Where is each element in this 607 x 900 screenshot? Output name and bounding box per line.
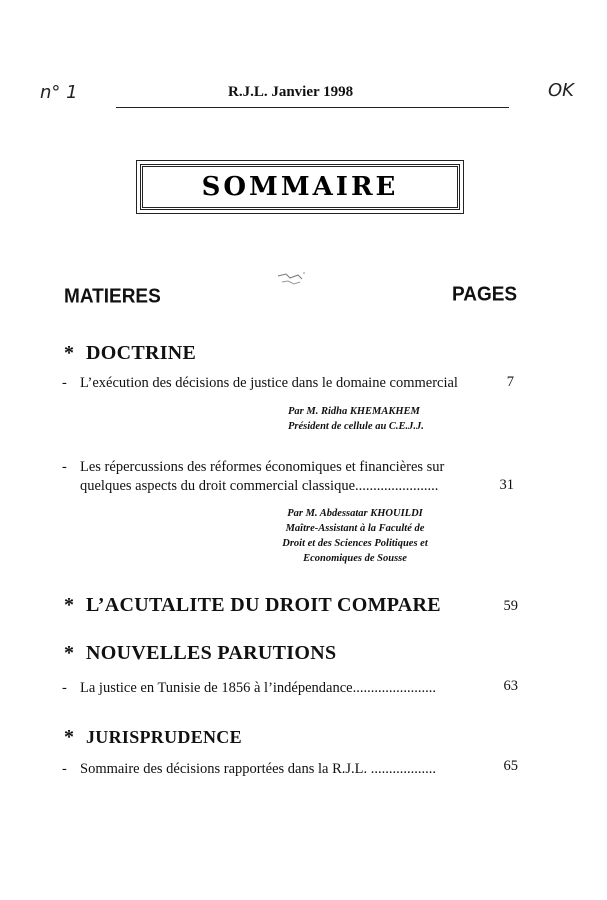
section-heading: JURISPRUDENCE xyxy=(86,727,242,747)
section-heading: L’ACUTALITE DU DROIT COMPARE xyxy=(86,594,441,616)
toc-entry xyxy=(62,679,492,698)
section-heading: NOUVELLES PARUTIONS xyxy=(86,642,337,664)
section-doctrine xyxy=(64,342,196,365)
entry-page: 31 xyxy=(499,477,514,493)
author-title: Maître-Assistant à la Faculté de xyxy=(285,523,425,534)
column-matieres: MATIERES xyxy=(64,285,161,308)
entry-dash: - xyxy=(62,680,67,696)
entry-title: La justice en Tunisie de 1856 à l’indépendance....................... xyxy=(80,680,436,696)
title-box xyxy=(140,164,460,210)
author-title: Economiques de Sousse xyxy=(303,553,407,564)
bullet-star: * xyxy=(64,642,75,664)
entry-dash: - xyxy=(62,459,67,475)
section-nouvelles-parutions xyxy=(64,642,336,665)
entry-title: L’exécution des décisions de justice dans le domaine commercial xyxy=(80,375,458,391)
column-pages: PAGES xyxy=(452,283,518,306)
entry-title: Sommaire des décisions rapportées dans la R.J.L. .................. xyxy=(80,761,436,777)
entry-page: 65 xyxy=(503,758,518,774)
handwritten-number: n° 1 xyxy=(40,82,78,103)
header-rule xyxy=(116,107,509,108)
entry-dash: - xyxy=(62,375,67,391)
author-name: Par M. Ridha KHEMAKHEM xyxy=(288,406,420,417)
toc-entry xyxy=(62,760,492,779)
scan-smudge xyxy=(276,270,306,290)
bullet-star: * xyxy=(64,594,75,616)
entry-page: 59 xyxy=(503,598,518,614)
entry-title-line1: Les répercussions des réformes économiques et financières sur xyxy=(80,459,445,475)
bullet-star: * xyxy=(64,726,75,748)
bullet-star: * xyxy=(64,342,75,364)
journal-header: R.J.L. Janvier 1998 xyxy=(228,84,354,100)
toc-entry xyxy=(62,374,502,393)
author-title: Droit et des Sciences Politiques et xyxy=(282,538,428,549)
section-heading: DOCTRINE xyxy=(86,342,197,364)
page-title: SOMMAIRE xyxy=(201,172,399,202)
entry-author xyxy=(288,404,424,434)
author-title: Président de cellule au C.E.J.J. xyxy=(288,421,424,432)
entry-title-line2: quelques aspects du droit commercial classique....................... xyxy=(80,478,439,494)
entry-page: 63 xyxy=(503,678,518,694)
section-jurisprudence xyxy=(64,726,242,749)
entry-page: 7 xyxy=(506,374,514,390)
toc-entry xyxy=(62,458,502,496)
handwritten-ok: OK xyxy=(548,80,574,101)
entry-author xyxy=(270,506,440,566)
entry-dash: - xyxy=(62,761,67,777)
section-droit-compare xyxy=(64,594,441,617)
author-name: Par M. Abdessatar KHOUILDI xyxy=(287,508,423,519)
